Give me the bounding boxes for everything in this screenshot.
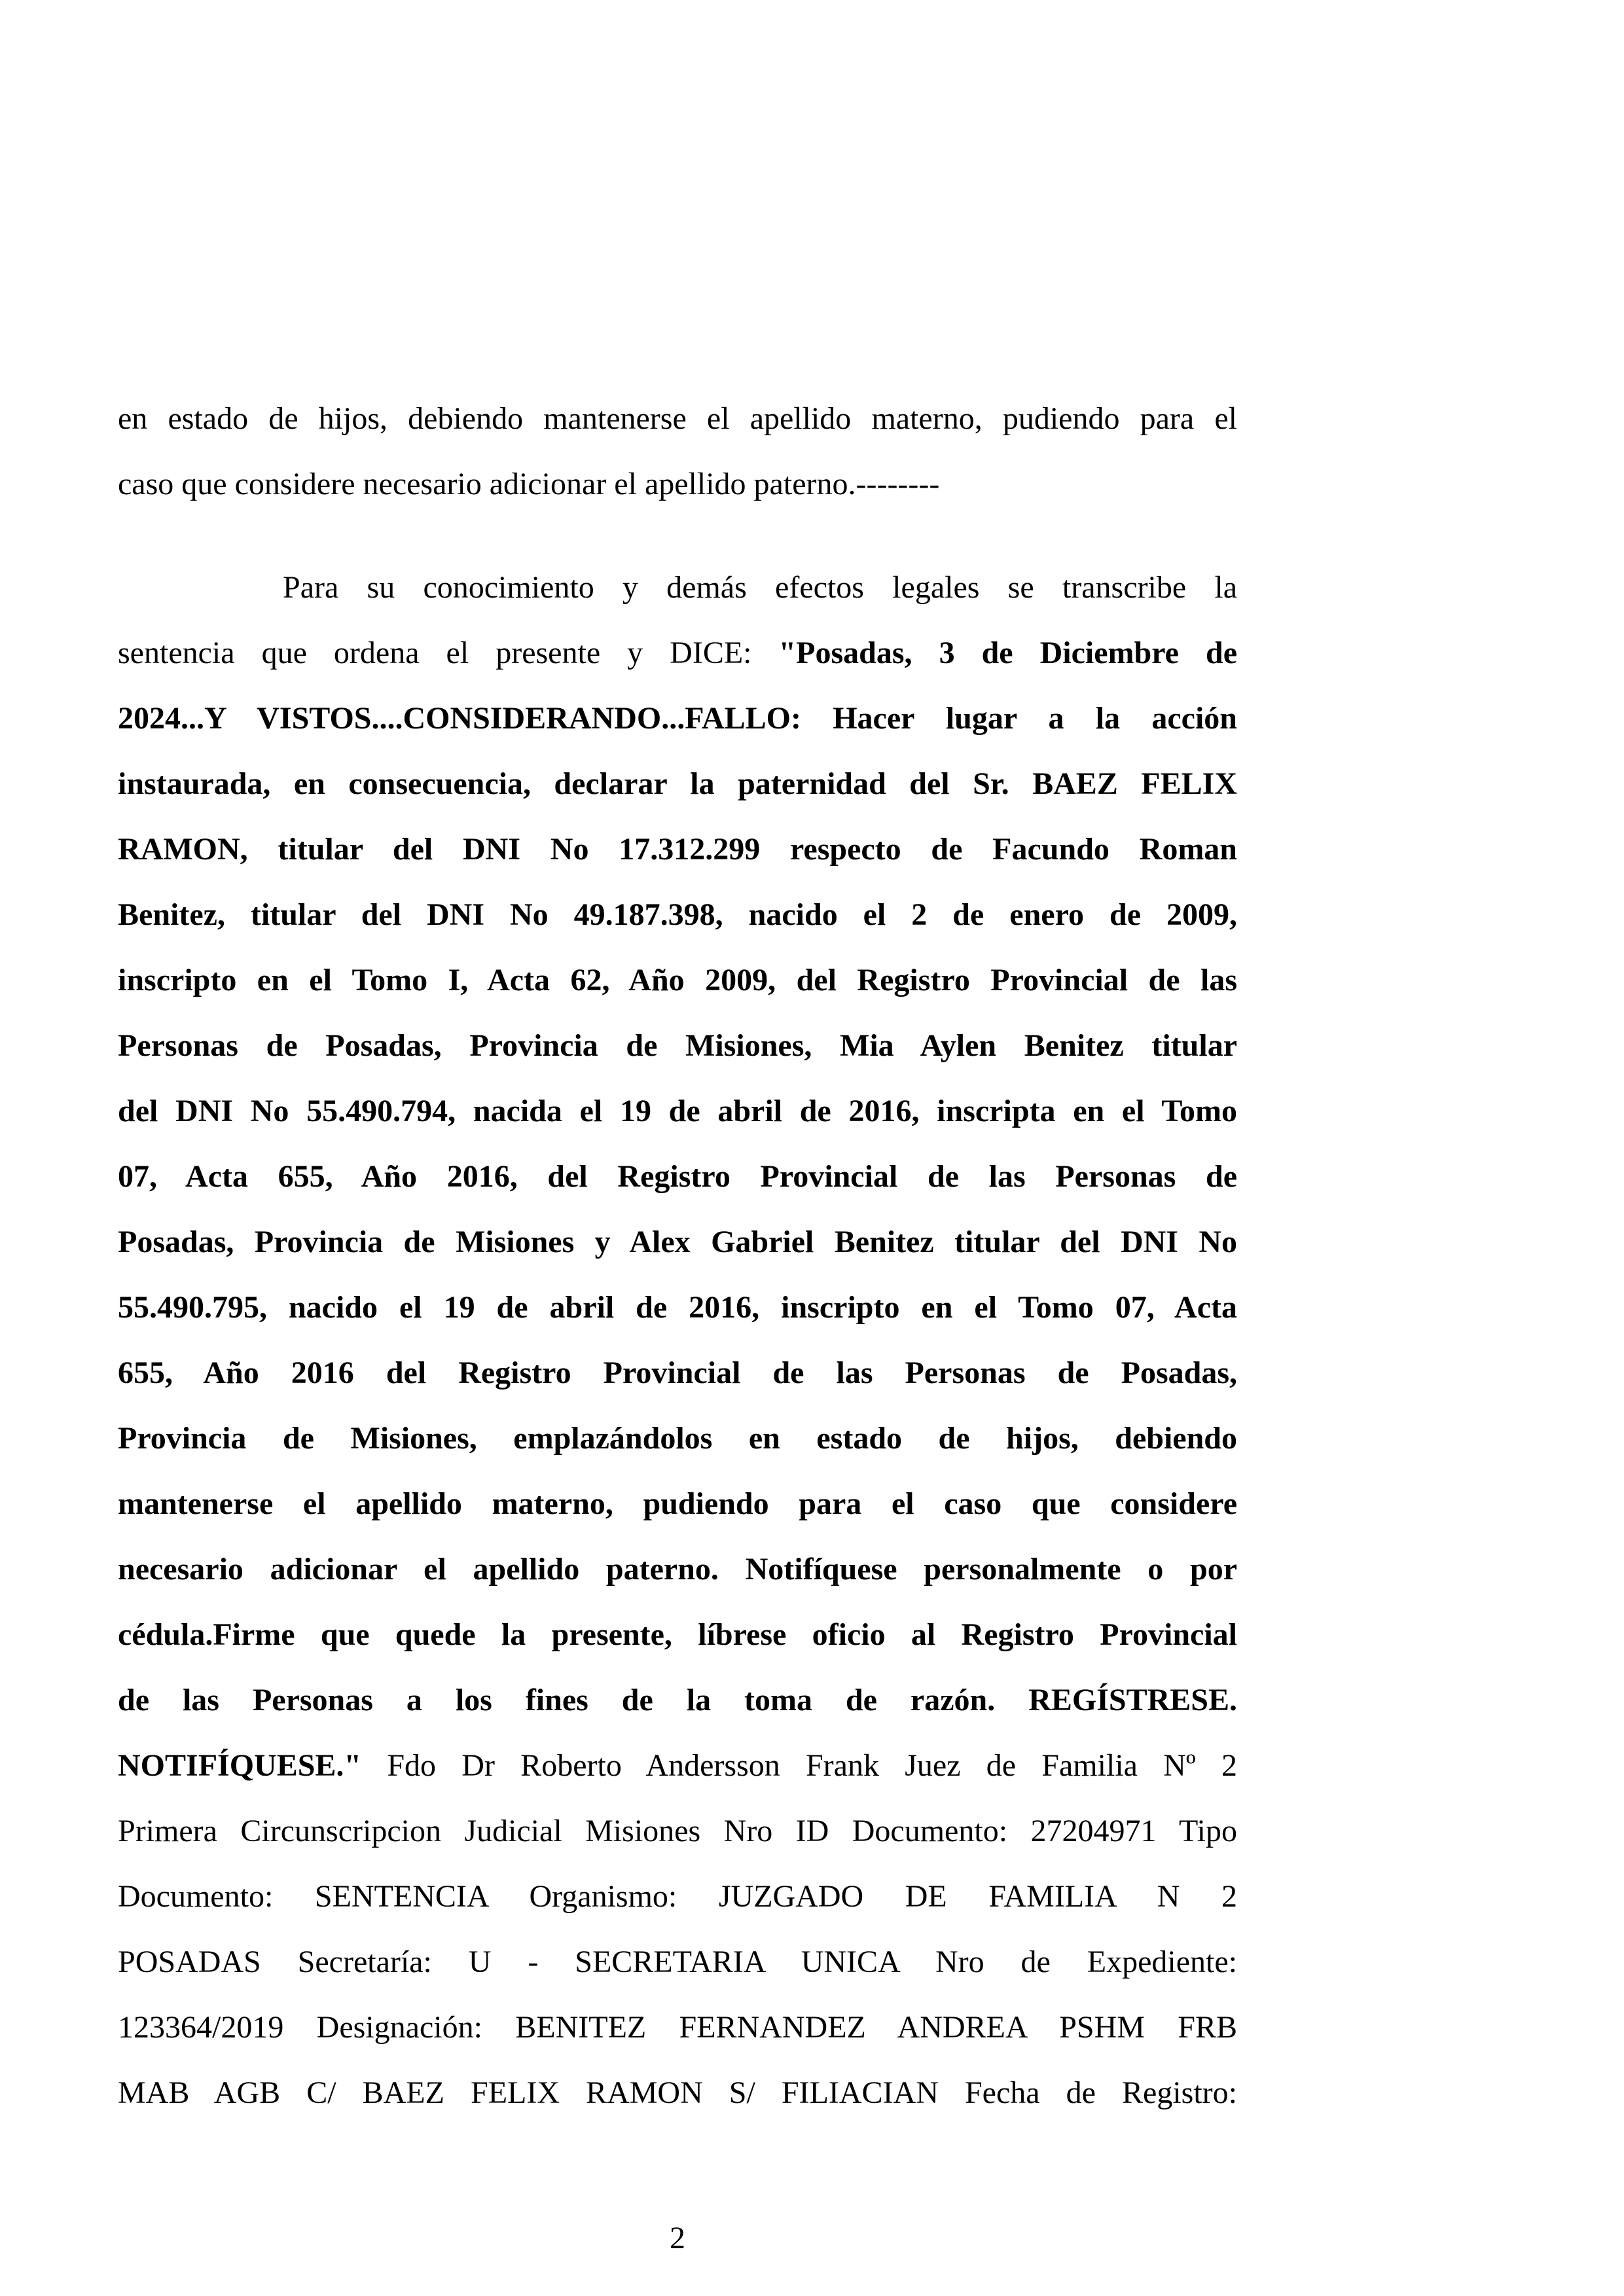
bold-text-segment: instaurada, en consecuencia, declarar la paternidad del Sr. BAEZ FELIX — [118, 766, 1237, 801]
bold-text-segment: necesario adicionar el apellido paterno. Notifíquese personalmente o por — [118, 1552, 1237, 1587]
bold-text-segment: 2024...Y VISTOS....CONSIDERANDO...FALLO: Hacer lugar a la acción — [118, 701, 1237, 736]
bold-text-segment: inscripto en el Tomo I, Acta 62, Año 2009, del Registro Provincial de las — [118, 963, 1237, 997]
text-line — [118, 686, 1237, 751]
text-segment: caso que considere necesario adicionar el apellido paterno.-------- — [118, 467, 940, 501]
bold-text-segment: RAMON, titular del DNI No 17.312.299 respecto de Facundo Roman — [118, 832, 1237, 867]
bold-text-segment: Personas de Posadas, Provincia de Misiones, Mia Aylen Benitez titular — [118, 1028, 1237, 1063]
text-line — [118, 1733, 1237, 1799]
text-line — [118, 817, 1237, 882]
text-line — [118, 1210, 1237, 1275]
bold-text-segment: 655, Año 2016 del Registro Provincial de las Personas de Posadas, — [118, 1355, 1237, 1390]
text-line — [118, 1929, 1237, 1995]
document-body-text — [118, 386, 1237, 2126]
text-segment: Para su conocimiento y demás efectos legales se transcribe la — [283, 570, 1237, 605]
text-line — [118, 386, 1237, 452]
page-footer — [118, 2206, 1237, 2271]
text-segment: Primera Circunscripcion Judicial Misiones Nro ID Documento: 27204971 Tipo — [118, 1814, 1237, 1848]
bold-text-segment: cédula.Firme que quede la presente, líbrese oficio al Registro Provincial — [118, 1617, 1237, 1652]
text-line — [118, 1144, 1237, 1210]
text-line — [118, 1668, 1237, 1733]
text-segment: en estado de hijos, debiendo mantenerse el apellido materno, pudiendo para el — [118, 401, 1237, 436]
text-line — [118, 555, 1237, 620]
bold-text-segment: Posadas, Provincia de Misiones y Alex Gabriel Benitez titular del DNI No — [118, 1225, 1237, 1259]
bold-text-segment: Provincia de Misiones, emplazándolos en estado de hijos, debiendo — [118, 1421, 1237, 1456]
text-line — [118, 1602, 1237, 1668]
bold-text-segment: 07, Acta 655, Año 2016, del Registro Provincial de las Personas de — [118, 1159, 1237, 1194]
text-line — [118, 620, 1237, 686]
text-segment: Fdo Dr Roberto Andersson Frank Juez de Familia Nº 2 — [361, 1748, 1237, 1783]
bold-text-segment: NOTIFÍQUESE." — [118, 1748, 362, 1783]
text-line — [118, 452, 1237, 517]
bold-text-segment: mantenerse el apellido materno, pudiendo para el caso que considere — [118, 1486, 1237, 1521]
text-segment: Documento: SENTENCIA Organismo: JUZGADO DE FAMILIA N 2 — [118, 1879, 1237, 1914]
text-line — [118, 1864, 1237, 1929]
text-segment: MAB AGB C/ BAEZ FELIX RAMON S/ FILIACIAN Fecha de Registro: — [118, 2075, 1237, 2110]
text-line — [118, 882, 1237, 948]
text-segment: sentencia que ordena el presente y DICE: — [118, 636, 779, 670]
text-line — [118, 751, 1237, 817]
bold-text-segment: de las Personas a los fines de la toma de razón. REGÍSTRESE. — [118, 1683, 1237, 1717]
text-line — [118, 1406, 1237, 1471]
text-line — [118, 1799, 1237, 1864]
text-line — [118, 1275, 1237, 1340]
paragraph-sentence-transcription — [118, 555, 1237, 2126]
text-segment: 123364/2019 Designación: BENITEZ FERNANDEZ ANDREA PSHM FRB — [118, 2010, 1237, 2045]
bold-text-segment: del DNI No 55.490.794, nacida el 19 de abril de 2016, inscripta en el Tomo — [118, 1094, 1237, 1128]
text-line — [118, 948, 1237, 1013]
text-line — [118, 2060, 1237, 2126]
bold-text-segment: "Posadas, 3 de Diciembre de — [778, 636, 1238, 670]
bold-text-segment: 55.490.795, nacido el 19 de abril de 2016, inscripto en el Tomo 07, Acta — [118, 1290, 1237, 1325]
paragraph-continuation — [118, 386, 1237, 517]
page-number: 2 — [670, 2221, 685, 2255]
text-line — [118, 1340, 1237, 1406]
text-line — [118, 1013, 1237, 1079]
text-line — [118, 1995, 1237, 2060]
bold-text-segment: Benitez, titular del DNI No 49.187.398, nacido el 2 de enero de 2009, — [118, 897, 1237, 932]
text-line — [118, 1471, 1237, 1537]
text-segment: POSADAS Secretaría: U - SECRETARIA UNICA Nro de Expediente: — [118, 1945, 1237, 1979]
text-line — [118, 1537, 1237, 1602]
text-line — [118, 1079, 1237, 1144]
